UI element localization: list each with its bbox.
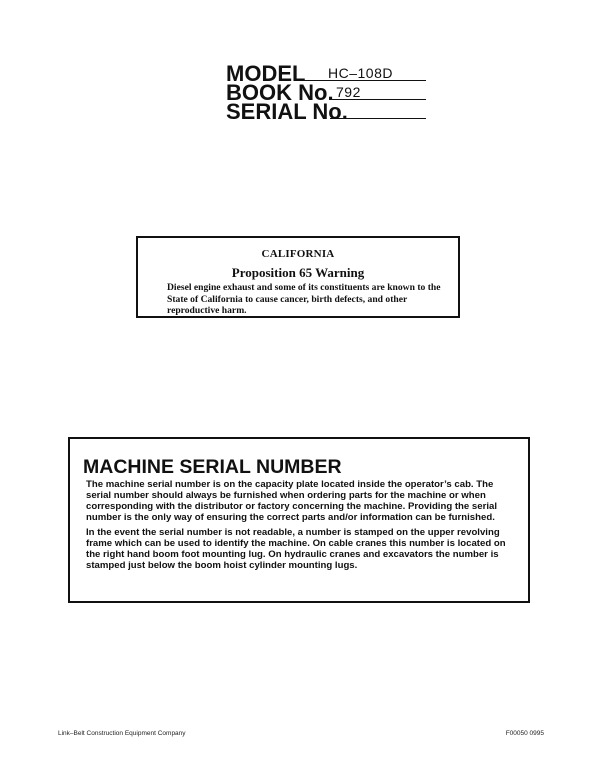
prop65-title: Proposition 65 Warning <box>231 265 365 280</box>
prop65-heading: CALIFORNIA <box>261 248 335 260</box>
serial-label: SERIAL No. <box>226 99 348 124</box>
book-label: BOOK No. <box>226 80 334 105</box>
model-value: HC–108D <box>328 65 393 81</box>
serial-section-heading: MACHINE SERIAL NUMBER <box>83 456 342 478</box>
model-label: MODEL <box>226 61 306 86</box>
serial-paragraph-1: The machine serial number is on the capacity plate located inside the operator’s cab. The serial number should always be furnished when ordering parts for the machine or when corresponding with the distributor or factory concerning the machine. Providing the serial number is the only way of ensuring the correct parts and/or information can be furnished. <box>86 479 497 523</box>
prop65-warning-box <box>136 236 460 318</box>
prop65-body: Diesel engine exhaust and some of its constituents are known to the State of California to cause cancer, birth defects, and other reproductive harm. <box>167 282 441 316</box>
book-value: 792 <box>336 84 361 100</box>
serial-row <box>226 101 436 123</box>
footer-company: Link–Belt Construction Equipment Company <box>58 730 186 737</box>
serial-number-info-box <box>68 437 530 603</box>
footer-form-code: F00050 0995 <box>505 730 544 737</box>
serial-underline <box>330 118 426 119</box>
serial-paragraph-2: In the event the serial number is not readable, a number is stamped on the upper revolving frame which can be used to identify the machine. On cable cranes this number is located on the right hand boom foot mounting lug. On hydraulic cranes and excavators the number is stamped just below the boom hoist cylinder mounting lugs. <box>86 527 506 571</box>
